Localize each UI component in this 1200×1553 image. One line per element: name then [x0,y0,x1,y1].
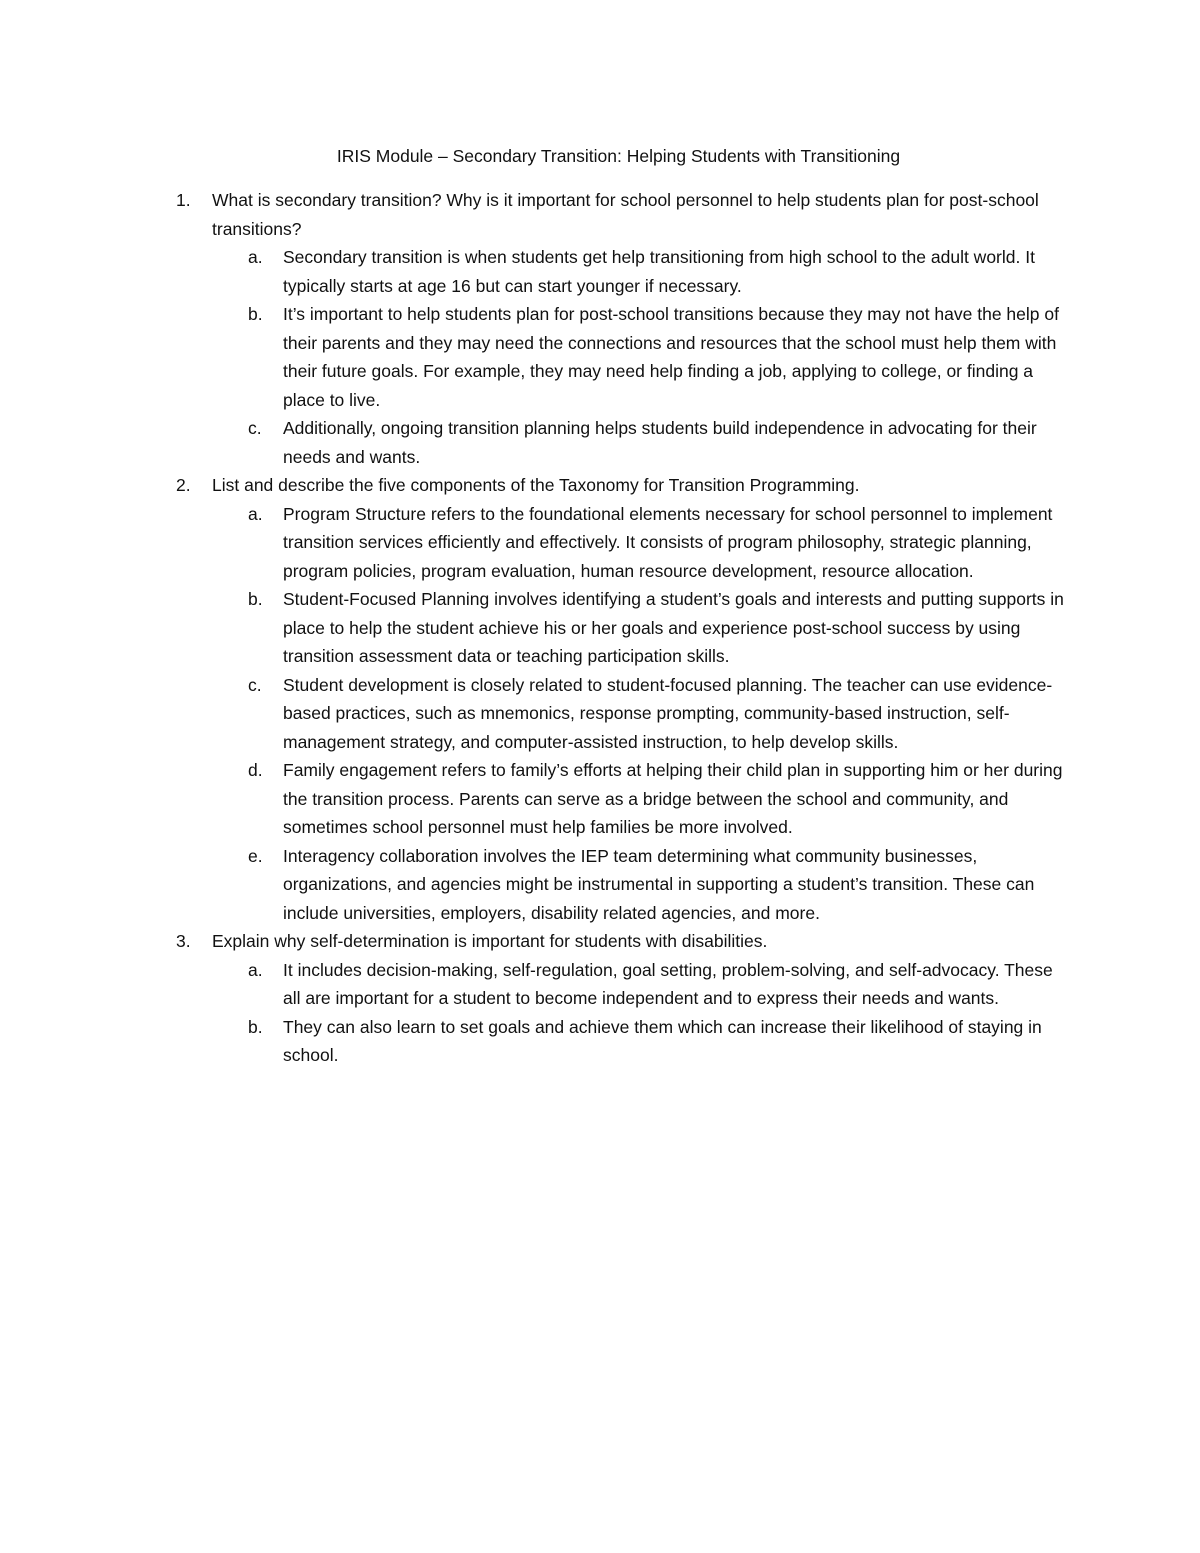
question-text: Explain why self-determination is important for students with disabilities. [212,931,768,951]
question-number: 3. [176,931,191,951]
answer-list [212,956,1072,1070]
question-item [0,927,1072,1070]
answer-letter: c. [248,674,262,695]
answer-text: Program Structure refers to the foundational elements necessary for school personnel to implement transition services efficiently and effectively. It consists of program philosophy, strategic planning, program policies, program evaluation, human resource development, resource allocation. [283,503,1053,581]
answer-item [212,243,1073,300]
answer-letter: b. [248,1016,263,1037]
answer-letter: c. [248,418,262,438]
answer-text: Interagency collaboration involves the IEP team determining what community businesses, organizations, and agencies might be instrumental in supporting a student’s transition. These can include universities, employers, disability related agencies, and more. [283,845,1035,923]
question-item [0,471,1072,927]
question-number: 2. [176,475,191,495]
answer-text: They can also learn to set goals and achieve them which can increase their likelihood of staying in school. [283,1016,1042,1065]
question-item [0,186,1072,471]
answer-text: Student development is closely related to student-focused planning. The teacher can use evidence-based practices, such as mnemonics, response prompting, community-based instruction, self-management strategy, and computer-assisted instruction, to help develop skills. [283,674,1053,752]
question-text: List and describe the five components of the Taxonomy for Transition Programming. [212,475,860,495]
answer-letter: a. [248,247,263,267]
answer-item [212,671,1073,757]
answer-text: Secondary transition is when students get help transitioning from high school to the adult world. It typically starts at age 16 but can start younger if necessary. [283,247,1035,296]
answer-letter: e. [248,845,263,866]
question-number: 1. [176,190,191,210]
answer-text: Family engagement refers to family’s efforts at helping their child plan in supporting him or her during the transition process. Parents can serve as a bridge between the school and community, and sometimes school personnel must help families be more involved. [283,760,1063,837]
answer-item [212,1013,1073,1070]
answer-item [212,300,1073,414]
question-text: What is secondary transition? Why is it important for school personnel to help students plan for post-school transitions? [212,190,1039,239]
answer-text: Additionally, ongoing transition planning helps students build independence in advocating for their needs and wants. [283,418,1037,467]
answer-letter: a. [248,959,263,980]
question-list [0,186,1200,1070]
answer-text: It includes decision-making, self-regulation, goal setting, problem-solving, and self-advocacy. These all are important for a student to become independent and to express their needs and wants. [283,959,1053,1008]
answer-item [212,585,1073,671]
answer-list [212,243,1072,471]
answer-letter: d. [248,760,263,780]
answer-item [212,842,1073,928]
answer-letter: b. [248,589,263,609]
answer-letter: b. [248,304,263,324]
answer-letter: a. [248,503,263,524]
answer-item [212,756,1073,842]
answer-item [212,414,1073,471]
answer-text: Student-Focused Planning involves identifying a student’s goals and interests and putting supports in place to help the student achieve his or her goals and experience post-school success by using transition assessment data or teaching participation skills. [283,589,1064,666]
answer-text: It’s important to help students plan for post-school transitions because they may not have the help of their parents and they may need the connections and resources that the school must help them with their future goals. For example, they may need help finding a job, applying to college, or finding a place to live. [283,304,1059,410]
answer-item [212,500,1073,586]
answer-item [212,956,1073,1013]
answer-list [212,500,1072,928]
document-title: IRIS Module – Secondary Transition: Helping Students with Transitioning [336,146,901,166]
